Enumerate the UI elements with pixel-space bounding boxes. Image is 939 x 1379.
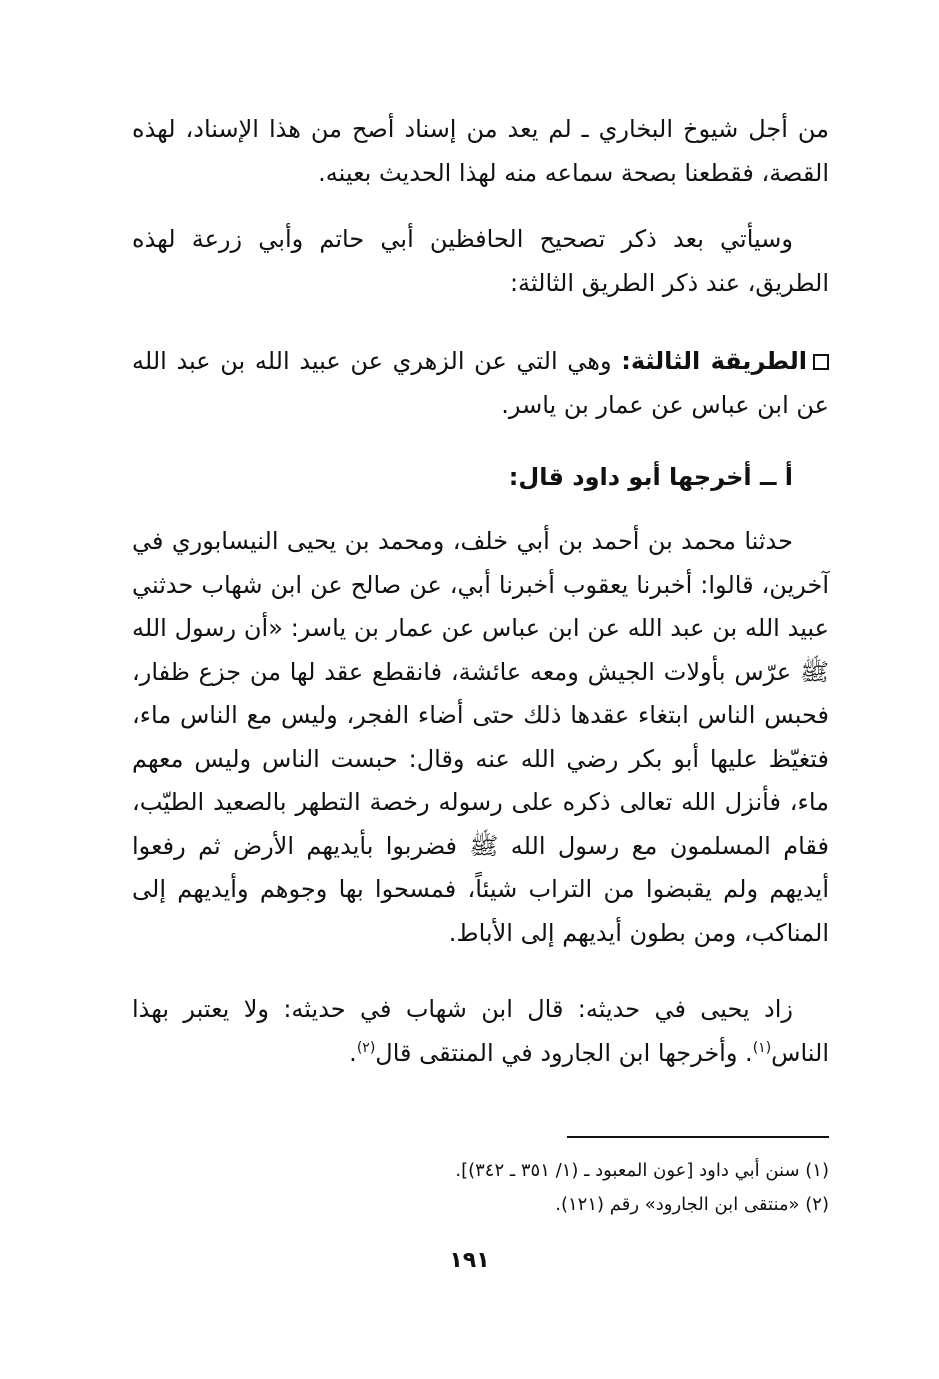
- paragraph-6: [132, 988, 829, 1075]
- paragraph-2-text: وسيأتي بعد ذكر تصحيح الحافظين أبي حاتم وأبي زرعة لهذه الطريق، عند ذكر الطريق الثالثة:: [132, 225, 829, 297]
- paragraph-6-text: [132, 988, 829, 1075]
- paragraph-5: [132, 520, 829, 955]
- footnote-ref-2: (٢): [356, 1039, 376, 1056]
- hadith-text: حدثنا محمد بن أحمد بن أبي خلف، ومحمد بن يحيى النيسابوري في آخرين، قالوا: أخبرنا يعقوب أخبرنا أبي، عن صالح عن ابن شهاب حدثني عبيد الله بن عبد الله عن ابن عباس عن عمار بن ياسر: «أن رسول الله ﷺ عرّس بأولات الجيش ومعه عائشة، فانقطع عقد لها من جزع ظفار، فحبس الناس ابتغاء عقدها ذلك حتى أضاء الفجر، وليس مع الناس ماء، فتغيّظ عليها أبو بكر رضي الله عنه وقال: حبست الناس وليس معهم ماء، فأنزل الله تعالى ذكره على رسوله رخصة التطهر بالصعيد الطيّب، فقام المسلمون مع رسول الله ﷺ فضربوا بأيديهم الأرض ثم رفعوا أيديهم ولم يقبضوا من التراب شيئاً، فمسحوا بها وجوهم وأيديهم إلى المناكب، ومن بطون أيديهم إلى الأباط.: [132, 527, 829, 947]
- footnotes: [132, 1154, 829, 1222]
- paragraph-6-part-c: .: [349, 1038, 357, 1067]
- paragraph-1: [132, 108, 829, 195]
- paragraph-1-text: من أجل شيوخ البخاري ـ لم يعد من إسناد أصح من هذا الإسناد، لهذه القصة، فقطعنا بصحة سماعه منه لهذا الحديث بعينه.: [132, 115, 829, 187]
- paragraph-3: [132, 340, 829, 427]
- footnote-2: (٢) «منتقى ابن الجارود» رقم (١٢١).: [555, 1194, 829, 1215]
- third-route-heading: الطريقة الثالثة:: [621, 347, 807, 375]
- paragraph-3-text: [132, 340, 829, 427]
- square-bullet-icon: [813, 354, 829, 370]
- footnote-ref-1: (١): [752, 1039, 772, 1056]
- third-route-body: وهي التي عن الزهري عن عبيد الله بن عبد الله عن ابن عباس عن عمار بن ياسر.: [132, 347, 829, 419]
- page-number: ١٩١: [449, 1248, 490, 1273]
- paragraph-6-part-a: زاد يحيى في حديثه: قال ابن شهاب في حديثه: ولا يعتبر بهذا الناس: [132, 995, 829, 1067]
- paragraph-2: [132, 218, 829, 305]
- paragraph-4: [132, 456, 829, 500]
- paragraph-6-part-b: . وأخرجها ابن الجارود في المنتقى قال: [375, 1038, 753, 1067]
- subsection-heading-alif: أ ــ أخرجها أبو داود قال:: [508, 463, 793, 491]
- footnote-1: (١) سنن أبي داود [عون المعبود ـ (١/ ٣٥١ ـ ٣٤٢)].: [455, 1160, 829, 1181]
- footnote-divider: [567, 1136, 829, 1138]
